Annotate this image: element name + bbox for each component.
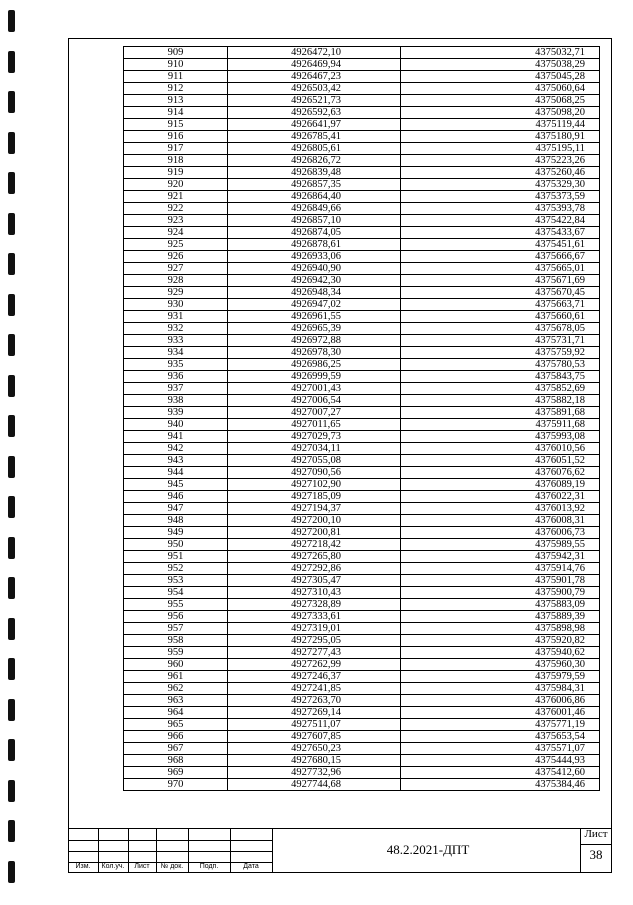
x-coordinate: 4927744,68 — [228, 779, 401, 791]
y-coordinate: 4375731,71 — [401, 335, 600, 347]
y-coordinate: 4375571,07 — [401, 743, 600, 755]
y-coordinate: 4375771,19 — [401, 719, 600, 731]
table-row — [124, 107, 600, 119]
table-row — [124, 131, 600, 143]
point-number: 951 — [124, 551, 228, 563]
point-number: 912 — [124, 83, 228, 95]
x-coordinate: 4926469,94 — [228, 59, 401, 71]
x-coordinate: 4926839,48 — [228, 167, 401, 179]
x-coordinate: 4926849,66 — [228, 203, 401, 215]
x-coordinate: 4927001,43 — [228, 383, 401, 395]
x-coordinate: 4927263,70 — [228, 695, 401, 707]
x-coordinate: 4926857,35 — [228, 179, 401, 191]
table-row — [124, 275, 600, 287]
x-coordinate: 4927241,85 — [228, 683, 401, 695]
table-row — [124, 563, 600, 575]
y-coordinate: 4375670,45 — [401, 287, 600, 299]
y-coordinate: 4375898,98 — [401, 623, 600, 635]
y-coordinate: 4375678,05 — [401, 323, 600, 335]
y-coordinate: 4375665,01 — [401, 263, 600, 275]
table-row — [124, 395, 600, 407]
table-row — [124, 407, 600, 419]
y-coordinate: 4375068,25 — [401, 95, 600, 107]
y-coordinate: 4375180,91 — [401, 131, 600, 143]
x-coordinate: 4927034,11 — [228, 443, 401, 455]
y-coordinate: 4376010,56 — [401, 443, 600, 455]
binding-hole — [8, 537, 15, 559]
y-coordinate: 4375989,55 — [401, 539, 600, 551]
point-number: 913 — [124, 95, 228, 107]
table-row — [124, 527, 600, 539]
y-coordinate: 4376022,31 — [401, 491, 600, 503]
x-coordinate: 4926472,10 — [228, 47, 401, 59]
table-row — [124, 155, 600, 167]
x-coordinate: 4927185,09 — [228, 491, 401, 503]
y-coordinate: 4375422,84 — [401, 215, 600, 227]
x-coordinate: 4927607,85 — [228, 731, 401, 743]
binding-hole — [8, 415, 15, 437]
table-row — [124, 203, 600, 215]
table-row — [124, 383, 600, 395]
table-row — [124, 515, 600, 527]
x-coordinate: 4926874,05 — [228, 227, 401, 239]
table-row — [124, 647, 600, 659]
y-coordinate: 4375960,30 — [401, 659, 600, 671]
binding-hole — [8, 375, 15, 397]
y-coordinate: 4375223,26 — [401, 155, 600, 167]
point-number: 966 — [124, 731, 228, 743]
x-coordinate: 4927292,86 — [228, 563, 401, 575]
binding-hole — [8, 658, 15, 680]
point-number: 924 — [124, 227, 228, 239]
point-number: 940 — [124, 419, 228, 431]
x-coordinate: 4926961,55 — [228, 311, 401, 323]
x-coordinate: 4927011,65 — [228, 419, 401, 431]
x-coordinate: 4926999,59 — [228, 371, 401, 383]
binding-hole — [8, 618, 15, 640]
binding-hole — [8, 91, 15, 113]
table-row — [124, 731, 600, 743]
y-coordinate: 4375260,46 — [401, 167, 600, 179]
table-row — [124, 719, 600, 731]
x-coordinate: 4926933,06 — [228, 251, 401, 263]
point-number: 948 — [124, 515, 228, 527]
x-coordinate: 4927200,10 — [228, 515, 401, 527]
table-row — [124, 707, 600, 719]
table-row — [124, 443, 600, 455]
point-number: 953 — [124, 575, 228, 587]
point-number: 944 — [124, 467, 228, 479]
sheet-label: Лист — [584, 828, 608, 840]
table-row — [124, 287, 600, 299]
x-coordinate: 4927262,99 — [228, 659, 401, 671]
table-row — [124, 659, 600, 671]
x-coordinate: 4926857,10 — [228, 215, 401, 227]
point-number: 955 — [124, 599, 228, 611]
point-number: 929 — [124, 287, 228, 299]
x-coordinate: 4926942,30 — [228, 275, 401, 287]
y-coordinate: 4375393,78 — [401, 203, 600, 215]
stamp-col-data: Дата — [243, 863, 259, 870]
x-coordinate: 4926503,42 — [228, 83, 401, 95]
point-number: 934 — [124, 347, 228, 359]
point-number: 969 — [124, 767, 228, 779]
table-row — [124, 779, 600, 791]
point-number: 952 — [124, 563, 228, 575]
y-coordinate: 4375882,18 — [401, 395, 600, 407]
y-coordinate: 4376006,86 — [401, 695, 600, 707]
y-coordinate: 4375759,92 — [401, 347, 600, 359]
binding-hole — [8, 213, 15, 235]
y-coordinate: 4375663,71 — [401, 299, 600, 311]
binding-hole — [8, 334, 15, 356]
y-coordinate: 4375671,69 — [401, 275, 600, 287]
x-coordinate: 4926948,34 — [228, 287, 401, 299]
point-number: 935 — [124, 359, 228, 371]
point-number: 961 — [124, 671, 228, 683]
table-row — [124, 743, 600, 755]
x-coordinate: 4926947,02 — [228, 299, 401, 311]
stamp-col-kol-uch: Кол.уч. — [101, 863, 125, 870]
coordinates-table — [123, 46, 600, 791]
binding-hole — [8, 577, 15, 599]
table-row — [124, 335, 600, 347]
table-row — [124, 599, 600, 611]
point-number: 936 — [124, 371, 228, 383]
point-number: 923 — [124, 215, 228, 227]
point-number: 927 — [124, 263, 228, 275]
point-number: 921 — [124, 191, 228, 203]
point-number: 956 — [124, 611, 228, 623]
point-number: 939 — [124, 407, 228, 419]
point-number: 942 — [124, 443, 228, 455]
x-coordinate: 4926641,97 — [228, 119, 401, 131]
point-number: 909 — [124, 47, 228, 59]
y-coordinate: 4375444,93 — [401, 755, 600, 767]
table-row — [124, 59, 600, 71]
y-coordinate: 4376001,46 — [401, 707, 600, 719]
point-number: 970 — [124, 779, 228, 791]
point-number: 930 — [124, 299, 228, 311]
table-row — [124, 371, 600, 383]
x-coordinate: 4926972,88 — [228, 335, 401, 347]
y-coordinate: 4375901,78 — [401, 575, 600, 587]
binding-hole — [8, 253, 15, 275]
x-coordinate: 4926785,41 — [228, 131, 401, 143]
point-number: 937 — [124, 383, 228, 395]
x-coordinate: 4926826,72 — [228, 155, 401, 167]
x-coordinate: 4926864,40 — [228, 191, 401, 203]
x-coordinate: 4927102,90 — [228, 479, 401, 491]
point-number: 947 — [124, 503, 228, 515]
table-row — [124, 587, 600, 599]
table-row — [124, 359, 600, 371]
x-coordinate: 4927319,01 — [228, 623, 401, 635]
point-number: 968 — [124, 755, 228, 767]
x-coordinate: 4926521,73 — [228, 95, 401, 107]
point-number: 959 — [124, 647, 228, 659]
table-row — [124, 323, 600, 335]
stamp-col-list: Лист — [134, 863, 150, 870]
point-number: 914 — [124, 107, 228, 119]
y-coordinate: 4375433,67 — [401, 227, 600, 239]
stamp-col-doc-no: № док. — [160, 863, 184, 870]
point-number: 945 — [124, 479, 228, 491]
point-number: 922 — [124, 203, 228, 215]
x-coordinate: 4927295,05 — [228, 635, 401, 647]
sheet-number: 38 — [589, 847, 603, 862]
table-row — [124, 179, 600, 191]
point-number: 962 — [124, 683, 228, 695]
binding-holes — [8, 0, 18, 905]
y-coordinate: 4375045,28 — [401, 71, 600, 83]
point-number: 960 — [124, 659, 228, 671]
point-number: 919 — [124, 167, 228, 179]
y-coordinate: 4375940,62 — [401, 647, 600, 659]
table-row — [124, 491, 600, 503]
binding-hole — [8, 820, 15, 842]
point-number: 950 — [124, 539, 228, 551]
table-row — [124, 191, 600, 203]
table-row — [124, 635, 600, 647]
binding-hole — [8, 780, 15, 802]
table-row — [124, 479, 600, 491]
x-coordinate: 4927006,54 — [228, 395, 401, 407]
y-coordinate: 4375119,44 — [401, 119, 600, 131]
table-row — [124, 167, 600, 179]
y-coordinate: 4375038,29 — [401, 59, 600, 71]
x-coordinate: 4927007,27 — [228, 407, 401, 419]
document-code: 48.2.2021-ДПТ — [386, 842, 470, 857]
table-row — [124, 227, 600, 239]
table-row — [124, 47, 600, 59]
y-coordinate: 4375942,31 — [401, 551, 600, 563]
table-row — [124, 551, 600, 563]
point-number: 915 — [124, 119, 228, 131]
x-coordinate: 4927218,42 — [228, 539, 401, 551]
point-number: 967 — [124, 743, 228, 755]
point-number: 910 — [124, 59, 228, 71]
table-row — [124, 263, 600, 275]
binding-hole — [8, 132, 15, 154]
table-row — [124, 503, 600, 515]
table-row — [124, 299, 600, 311]
point-number: 933 — [124, 335, 228, 347]
table-row — [124, 623, 600, 635]
y-coordinate: 4376006,73 — [401, 527, 600, 539]
point-number: 911 — [124, 71, 228, 83]
y-coordinate: 4375891,68 — [401, 407, 600, 419]
x-coordinate: 4927029,73 — [228, 431, 401, 443]
y-coordinate: 4375373,59 — [401, 191, 600, 203]
point-number: 925 — [124, 239, 228, 251]
table-row — [124, 71, 600, 83]
point-number: 916 — [124, 131, 228, 143]
y-coordinate: 4375852,69 — [401, 383, 600, 395]
point-number: 963 — [124, 695, 228, 707]
point-number: 926 — [124, 251, 228, 263]
y-coordinate: 4375666,67 — [401, 251, 600, 263]
point-number: 958 — [124, 635, 228, 647]
binding-hole — [8, 456, 15, 478]
x-coordinate: 4927328,89 — [228, 599, 401, 611]
y-coordinate: 4375900,79 — [401, 587, 600, 599]
y-coordinate: 4375653,54 — [401, 731, 600, 743]
y-coordinate: 4375889,39 — [401, 611, 600, 623]
x-coordinate: 4927333,61 — [228, 611, 401, 623]
y-coordinate: 4375979,59 — [401, 671, 600, 683]
x-coordinate: 4926878,61 — [228, 239, 401, 251]
table-row — [124, 347, 600, 359]
y-coordinate: 4375451,61 — [401, 239, 600, 251]
x-coordinate: 4927200,81 — [228, 527, 401, 539]
point-number: 964 — [124, 707, 228, 719]
y-coordinate: 4375384,46 — [401, 779, 600, 791]
y-coordinate: 4375914,76 — [401, 563, 600, 575]
x-coordinate: 4927511,07 — [228, 719, 401, 731]
x-coordinate: 4927269,14 — [228, 707, 401, 719]
table-row — [124, 215, 600, 227]
y-coordinate: 4376013,92 — [401, 503, 600, 515]
point-number: 920 — [124, 179, 228, 191]
point-number: 954 — [124, 587, 228, 599]
y-coordinate: 4375195,11 — [401, 143, 600, 155]
x-coordinate: 4927090,56 — [228, 467, 401, 479]
x-coordinate: 4927732,96 — [228, 767, 401, 779]
x-coordinate: 4927246,37 — [228, 671, 401, 683]
table-row — [124, 311, 600, 323]
point-number: 957 — [124, 623, 228, 635]
stamp-col-podp: Подп. — [199, 863, 219, 870]
binding-hole — [8, 699, 15, 721]
x-coordinate: 4927055,08 — [228, 455, 401, 467]
binding-hole — [8, 10, 15, 32]
binding-hole — [8, 172, 15, 194]
point-number: 949 — [124, 527, 228, 539]
x-coordinate: 4927194,37 — [228, 503, 401, 515]
binding-hole — [8, 739, 15, 761]
point-number: 917 — [124, 143, 228, 155]
table-row — [124, 467, 600, 479]
x-coordinate: 4927265,80 — [228, 551, 401, 563]
point-number: 946 — [124, 491, 228, 503]
point-number: 931 — [124, 311, 228, 323]
x-coordinate: 4926986,25 — [228, 359, 401, 371]
stamp-col-izm: Изм. — [75, 863, 91, 870]
x-coordinate: 4926592,63 — [228, 107, 401, 119]
x-coordinate: 4926940,90 — [228, 263, 401, 275]
table-row — [124, 83, 600, 95]
y-coordinate: 4375660,61 — [401, 311, 600, 323]
y-coordinate: 4375920,82 — [401, 635, 600, 647]
table-row — [124, 767, 600, 779]
x-coordinate: 4927650,23 — [228, 743, 401, 755]
table-row — [124, 419, 600, 431]
table-row — [124, 539, 600, 551]
y-coordinate: 4375843,75 — [401, 371, 600, 383]
y-coordinate: 4376076,62 — [401, 467, 600, 479]
table-row — [124, 239, 600, 251]
table-row — [124, 251, 600, 263]
y-coordinate: 4376008,31 — [401, 515, 600, 527]
title-block — [68, 828, 612, 873]
table-row — [124, 143, 600, 155]
table-row — [124, 695, 600, 707]
y-coordinate: 4375883,09 — [401, 599, 600, 611]
y-coordinate: 4375329,30 — [401, 179, 600, 191]
x-coordinate: 4927277,43 — [228, 647, 401, 659]
table-row — [124, 575, 600, 587]
binding-hole — [8, 496, 15, 518]
x-coordinate: 4927310,43 — [228, 587, 401, 599]
y-coordinate: 4375060,64 — [401, 83, 600, 95]
binding-hole — [8, 51, 15, 73]
table-row — [124, 95, 600, 107]
x-coordinate: 4927305,47 — [228, 575, 401, 587]
y-coordinate: 4376089,19 — [401, 479, 600, 491]
y-coordinate: 4375993,08 — [401, 431, 600, 443]
y-coordinate: 4375098,20 — [401, 107, 600, 119]
point-number: 941 — [124, 431, 228, 443]
x-coordinate: 4926978,30 — [228, 347, 401, 359]
table-row — [124, 119, 600, 131]
y-coordinate: 4375032,71 — [401, 47, 600, 59]
binding-hole — [8, 294, 15, 316]
table-row — [124, 671, 600, 683]
y-coordinate: 4375911,68 — [401, 419, 600, 431]
point-number: 918 — [124, 155, 228, 167]
table-row — [124, 455, 600, 467]
point-number: 932 — [124, 323, 228, 335]
table-row — [124, 683, 600, 695]
table-row — [124, 611, 600, 623]
table-row — [124, 431, 600, 443]
point-number: 938 — [124, 395, 228, 407]
x-coordinate: 4926467,23 — [228, 71, 401, 83]
point-number: 928 — [124, 275, 228, 287]
binding-hole — [8, 861, 15, 883]
y-coordinate: 4375412,60 — [401, 767, 600, 779]
x-coordinate: 4926965,39 — [228, 323, 401, 335]
x-coordinate: 4926805,61 — [228, 143, 401, 155]
y-coordinate: 4376051,52 — [401, 455, 600, 467]
y-coordinate: 4375780,53 — [401, 359, 600, 371]
x-coordinate: 4927680,15 — [228, 755, 401, 767]
point-number: 965 — [124, 719, 228, 731]
point-number: 943 — [124, 455, 228, 467]
y-coordinate: 4375984,31 — [401, 683, 600, 695]
table-row — [124, 755, 600, 767]
